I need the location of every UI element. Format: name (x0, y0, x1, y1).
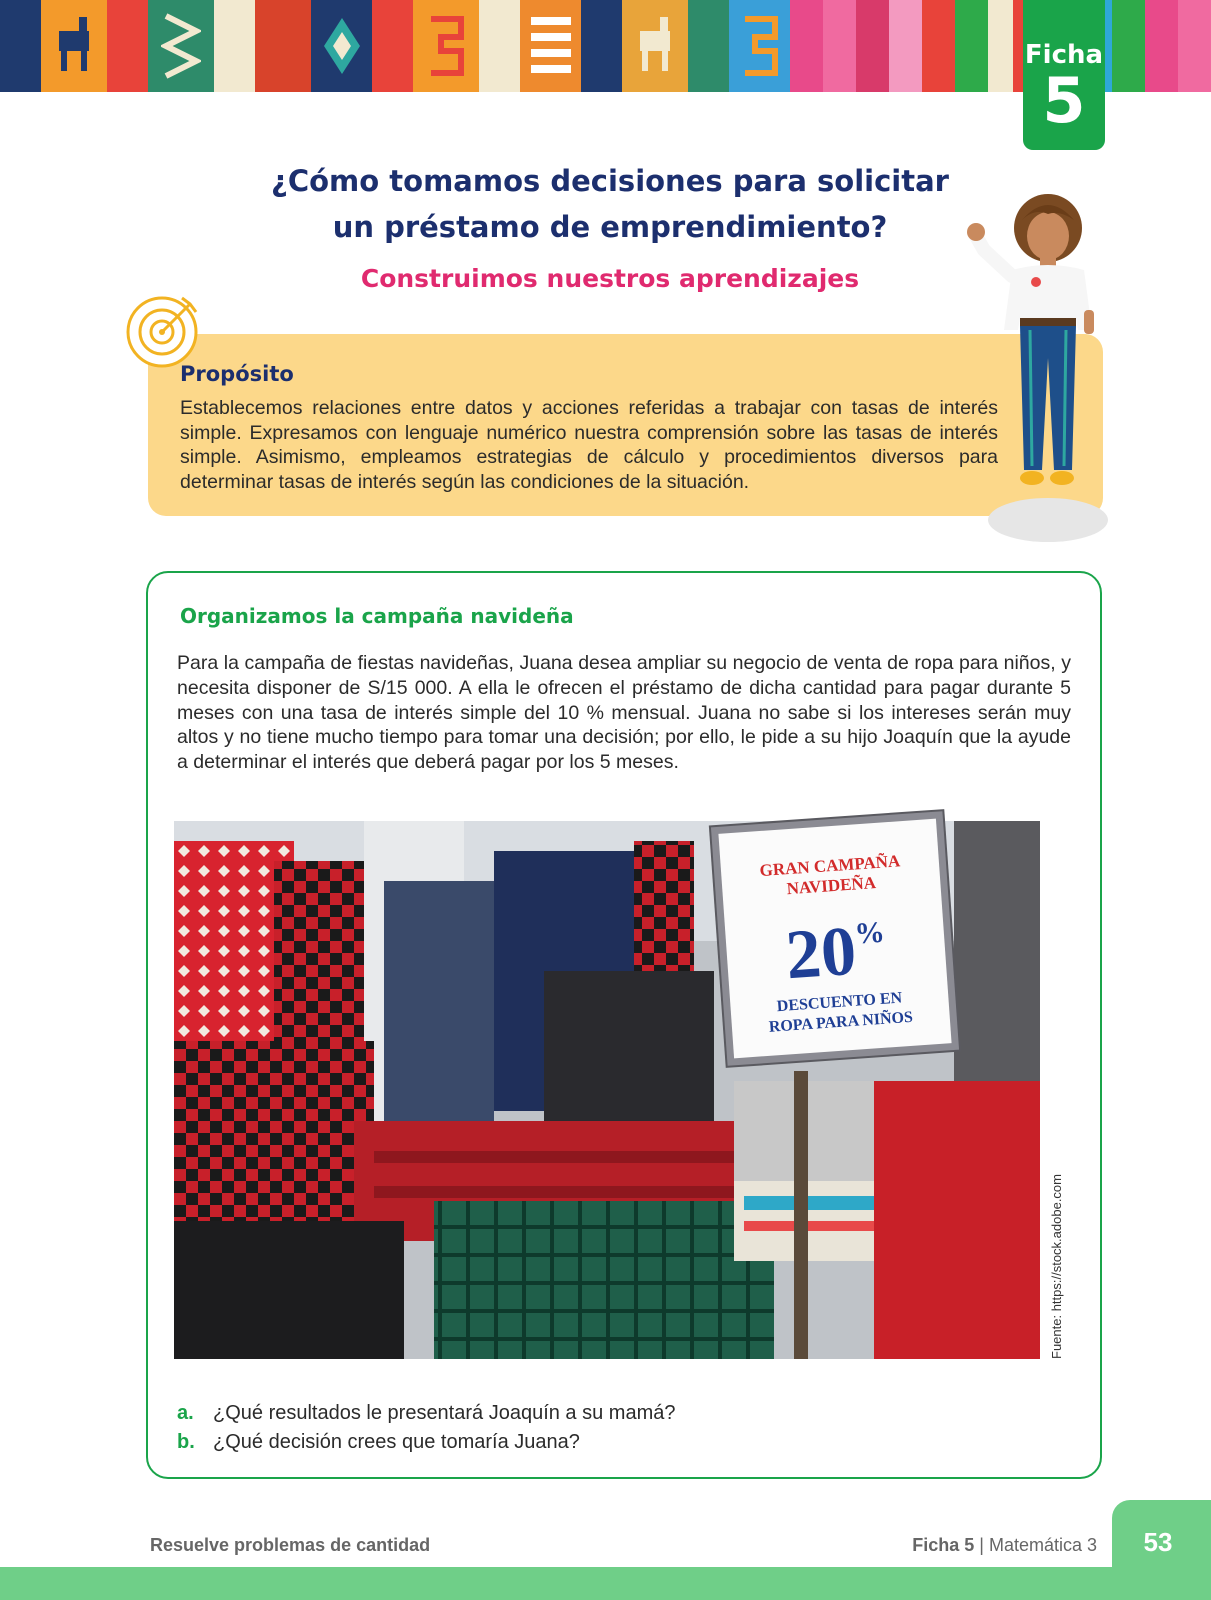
banner-stripe (729, 0, 790, 92)
banner-stripe (988, 0, 1013, 92)
bars-motif-icon (529, 11, 573, 81)
footer-ficha: Ficha 5 (912, 1535, 975, 1555)
sign-percent: % (853, 915, 886, 951)
banner-stripe (922, 0, 955, 92)
banner-stripe (955, 0, 988, 92)
teacher-character-illustration (960, 180, 1120, 550)
llama-motif-icon (632, 11, 678, 81)
sign-number: 20 (783, 912, 859, 995)
purpose-text: Establecemos relaciones entre datos y acciones referidas a trabajar con tasas de interés simple. Expresamos con lenguaje numérico nuestra comprensión sobre las tasas de interés simple. Asimismo, empleamos estrategias de cálculo y procedimientos diversos para determinar tasas de interés según las condiciones de la situación. (180, 397, 998, 493)
ficha-number: 5 (1042, 64, 1086, 137)
page-number: 53 (1143, 1527, 1173, 1557)
banner-stripe (107, 0, 148, 92)
banner-stripe (41, 0, 107, 92)
banner-stripe (856, 0, 889, 92)
banner-stripe (413, 0, 479, 92)
purpose-title: Propósito (180, 362, 294, 386)
discount-sign (718, 819, 951, 1059)
page-title (200, 158, 1020, 250)
banner-stripe (255, 0, 311, 92)
footer-subject: Matemática 3 (988, 1535, 1097, 1555)
banner-stripe (0, 0, 41, 92)
banner-stripe (688, 0, 729, 92)
banner-stripe (823, 0, 856, 92)
fret-motif-icon (740, 11, 780, 81)
photo-source: Fuente: https://stock.adobe.com (1049, 1174, 1064, 1359)
question-letter: a. (177, 1402, 194, 1424)
banner-stripe (311, 0, 372, 92)
banner-stripe (148, 0, 214, 92)
sign-line-2: NAVIDEÑA (786, 873, 877, 899)
banner-stripe (581, 0, 622, 92)
banner-stripe (1178, 0, 1211, 92)
page-title-line-1: ¿Cómo tomamos decisiones para solicitar (271, 164, 949, 198)
ficha-tab (1023, 0, 1105, 150)
footer-separator: | (974, 1535, 989, 1555)
question-a (177, 1402, 675, 1425)
banner-stripe (1112, 0, 1145, 92)
sign-line-3: DESCUENTO EN (776, 989, 903, 1016)
fret-motif-icon (426, 11, 466, 81)
section-subtitle: Construimos nuestros aprendizajes (360, 264, 860, 293)
banner-stripe (479, 0, 520, 92)
question-b (177, 1431, 580, 1454)
sign-line-1: GRAN CAMPAÑA (758, 851, 901, 881)
footer-course (912, 1535, 1097, 1556)
footer-competency: Resuelve problemas de cantidad (150, 1535, 431, 1555)
banner-stripe (889, 0, 922, 92)
activity-title: Organizamos la campaña navideña (180, 604, 574, 628)
banner-stripe (1145, 0, 1178, 92)
banner-stripe (372, 0, 413, 92)
diamond-motif-icon (322, 16, 362, 76)
banner-stripe (214, 0, 255, 92)
banner-stripe (520, 0, 581, 92)
question-letter: b. (177, 1431, 195, 1453)
sign-discount (723, 889, 947, 1001)
banner-stripe (622, 0, 688, 92)
question-text: ¿Qué resultados le presentará Joaquín a su mamá? (213, 1402, 676, 1424)
footer-bar (0, 1567, 1211, 1600)
target-icon (124, 290, 204, 370)
llama-motif-icon (51, 11, 97, 81)
page-title-line-2: un préstamo de emprendimiento? (332, 210, 888, 244)
sign-line-4: ROPA PARA NIÑOS (768, 1008, 914, 1036)
question-text: ¿Qué decisión crees que tomaría Juana? (213, 1431, 580, 1453)
banner-stripe (790, 0, 823, 92)
zigzag-motif-icon (161, 11, 201, 81)
activity-text: Para la campaña de fiestas navideñas, Juana desea ampliar su negocio de venta de ropa para niños, y necesita disponer de S/15 000. A ella le ofrecen el préstamo de dicha cantidad para pagar durante 5 meses con una tasa de interés simple del 10 % mensual. Juana no sabe si los intereses serán muy altos y no tiene mucho tiempo para tomar una decisión; por ello, le pide a su hijo Joaquín que la ayude a determinar el interés que deberá pagar por los 5 meses. (177, 652, 1071, 774)
ficha-label: Ficha (1024, 40, 1104, 70)
